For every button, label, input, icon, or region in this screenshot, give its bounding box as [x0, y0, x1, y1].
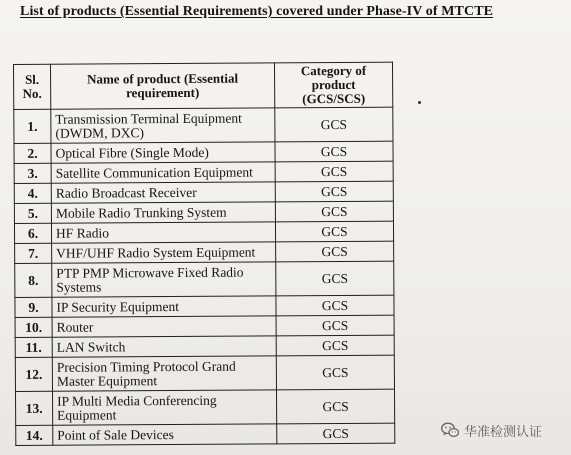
row-sl-no: 14.	[16, 425, 53, 445]
row-category: GCS	[275, 161, 393, 182]
row-product-name: IP Multi Media Conferencing Equipment	[52, 390, 276, 425]
wechat-icon	[440, 420, 460, 440]
table-row	[14, 161, 393, 183]
header-category: Category of product (GCS/SCS)	[274, 62, 392, 108]
row-sl-no: 1.	[14, 109, 51, 143]
row-sl-no: 9.	[15, 297, 52, 317]
row-product-name: HF Radio	[51, 222, 275, 243]
row-product-name: Transmission Terminal Equipment (DWDM, DXC)	[51, 108, 275, 143]
row-product-name: VHF/UHF Radio System Equipment	[52, 242, 276, 263]
row-category: GCS	[275, 107, 393, 142]
row-sl-no: 12.	[15, 357, 52, 391]
row-category: GCS	[275, 181, 393, 202]
row-category: GCS	[276, 241, 394, 262]
document-title: List of products (Essential Requirements) covered under Phase-IV of MTCTE	[20, 4, 494, 19]
row-sl-no: 5.	[14, 203, 51, 223]
row-product-name: Point of Sale Devices	[53, 424, 277, 445]
table-row	[15, 295, 394, 317]
row-sl-no: 13.	[16, 391, 53, 425]
row-category: GCS	[276, 335, 394, 356]
row-product-name: PTP PMP Microwave Fixed Radio Systems	[52, 262, 276, 297]
row-product-name: Optical Fibre (Single Mode)	[51, 142, 275, 163]
table-row	[15, 315, 394, 337]
row-product-name: Precision Timing Protocol Grand Master Equipment	[52, 356, 276, 391]
table-row	[14, 221, 393, 243]
row-category: GCS	[276, 355, 394, 390]
row-category: GCS	[276, 315, 394, 336]
row-sl-no: 11.	[15, 337, 52, 357]
table-header-row	[14, 62, 393, 109]
row-sl-no: 6.	[14, 223, 51, 243]
row-product-name: Router	[52, 316, 276, 337]
row-product-name: Satellite Communication Equipment	[51, 162, 275, 183]
header-product-name: Name of product (Essential requirement)	[51, 63, 275, 109]
table-row	[15, 261, 394, 297]
table-row	[16, 389, 395, 425]
header-sl-no: Sl. No.	[14, 64, 51, 109]
row-product-name: Radio Broadcast Receiver	[51, 182, 275, 203]
table-row	[14, 107, 393, 143]
row-category: GCS	[277, 423, 395, 444]
row-sl-no: 4.	[14, 183, 51, 203]
watermark	[440, 419, 542, 441]
row-sl-no: 3.	[14, 163, 51, 183]
row-sl-no: 10.	[15, 317, 52, 337]
products-table	[13, 62, 395, 446]
table-row	[14, 141, 393, 163]
table-row	[14, 181, 393, 203]
table-row	[16, 423, 395, 445]
table-row	[14, 201, 393, 223]
row-product-name: IP Security Equipment	[52, 296, 276, 317]
row-category: GCS	[276, 295, 394, 316]
watermark-text: 华准检测认证	[464, 424, 543, 440]
row-sl-no: 7.	[15, 243, 52, 263]
row-category: GCS	[276, 389, 394, 424]
table-row	[15, 355, 394, 391]
row-product-name: Mobile Radio Trunking System	[51, 202, 275, 223]
row-category: GCS	[276, 261, 394, 296]
scan-speck	[418, 101, 421, 104]
row-sl-no: 8.	[15, 263, 52, 297]
row-category: GCS	[275, 141, 393, 162]
row-category: GCS	[275, 201, 393, 222]
table-row	[15, 335, 394, 357]
row-category: GCS	[275, 221, 393, 242]
table-row	[15, 241, 394, 263]
row-product-name: LAN Switch	[52, 336, 276, 357]
row-sl-no: 2.	[14, 143, 51, 163]
